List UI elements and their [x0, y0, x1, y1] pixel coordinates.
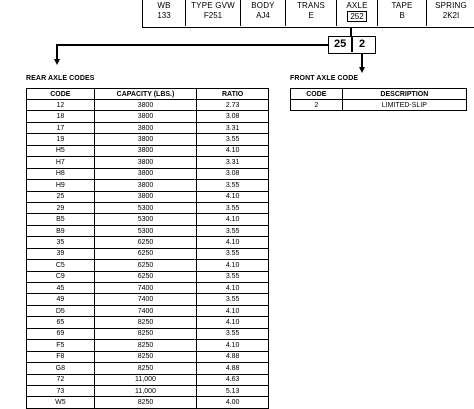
label-value: B	[399, 11, 405, 20]
table-row	[27, 397, 269, 408]
table-cell: 8250	[94, 397, 197, 408]
label-cell-wb	[143, 0, 185, 26]
table-row	[27, 271, 269, 282]
table-cell: 69	[27, 328, 95, 339]
table-cell: 19	[27, 134, 95, 145]
table-cell: 5300	[94, 202, 197, 213]
table-cell: H7	[27, 157, 95, 168]
table-row	[27, 294, 269, 305]
table-row	[27, 111, 269, 122]
table-cell: 3800	[94, 134, 197, 145]
table-cell: 17	[27, 122, 95, 133]
arrow-down-icon	[359, 67, 365, 73]
table-cell: 4.10	[197, 305, 269, 316]
table-cell: H8	[27, 168, 95, 179]
column-header: DESCRIPTION	[342, 89, 466, 100]
vehicle-label-strip	[142, 0, 474, 28]
rear-axle-title: REAR AXLE CODES	[26, 75, 95, 82]
label-cell-body	[241, 0, 285, 26]
table-cell: 4.10	[197, 191, 269, 202]
connector-line	[361, 54, 363, 68]
table-cell: 4.10	[197, 260, 269, 271]
table-cell: 25	[27, 191, 95, 202]
table-cell: 8250	[94, 351, 197, 362]
table-row	[27, 100, 269, 111]
table-cell: 3800	[94, 191, 197, 202]
table-cell: 3.55	[197, 134, 269, 145]
table-cell: 4.10	[197, 214, 269, 225]
column-header: CODE	[291, 89, 343, 100]
label-header: SPRING	[435, 1, 467, 10]
table-cell: 4.10	[197, 317, 269, 328]
label-value: AJ4	[256, 11, 270, 20]
rear-axle-callout-code: 25	[334, 38, 347, 50]
table-cell: 12	[27, 100, 95, 111]
table-row	[27, 283, 269, 294]
table-cell: 7400	[94, 305, 197, 316]
label-cell-trans	[286, 0, 336, 26]
table-cell: 29	[27, 202, 95, 213]
table-cell: 3800	[94, 168, 197, 179]
table-cell: 8250	[94, 328, 197, 339]
table-cell: 2.73	[197, 100, 269, 111]
table-row	[27, 385, 269, 396]
table-cell: F5	[27, 340, 95, 351]
table-cell: LIMITED-SLIP	[342, 100, 466, 111]
table-cell: C5	[27, 260, 95, 271]
table-row	[27, 340, 269, 351]
label-value: E	[308, 11, 314, 20]
table-cell: 11,000	[94, 385, 197, 396]
table-cell: 73	[27, 385, 95, 396]
table-cell: 6250	[94, 248, 197, 259]
connector-line	[56, 44, 328, 46]
connector-line	[56, 44, 58, 60]
table-row	[27, 202, 269, 213]
axle-code-callout	[328, 36, 376, 54]
table-cell: 7400	[94, 283, 197, 294]
label-header: TRANS	[296, 1, 326, 10]
table-header-row	[27, 89, 269, 100]
table-cell: 3.08	[197, 111, 269, 122]
table-cell: 3.31	[197, 122, 269, 133]
table-cell: 45	[27, 283, 95, 294]
table-cell: 3.31	[197, 157, 269, 168]
label-value: 133	[157, 11, 171, 20]
table-cell: 5300	[94, 225, 197, 236]
divider	[351, 37, 353, 52]
table-row	[27, 134, 269, 145]
table-cell: 8250	[94, 317, 197, 328]
table-row	[27, 157, 269, 168]
table-cell: 11,000	[94, 374, 197, 385]
column-header: RATIO	[197, 89, 269, 100]
table-cell: 4.10	[197, 145, 269, 156]
table-cell: 8250	[94, 340, 197, 351]
table-cell: 5.13	[197, 385, 269, 396]
table-cell: 4.63	[197, 374, 269, 385]
table-cell: 3.55	[197, 248, 269, 259]
table-cell: 3800	[94, 180, 197, 191]
label-cell-spring	[427, 0, 474, 26]
table-cell: 49	[27, 294, 95, 305]
table-cell: 4.10	[197, 340, 269, 351]
table-row	[27, 317, 269, 328]
table-cell: 7400	[94, 294, 197, 305]
front-axle-callout-code: 2	[359, 38, 366, 50]
label-cell-tape	[378, 0, 426, 26]
table-cell: 4.88	[197, 351, 269, 362]
table-cell: 3.55	[197, 271, 269, 282]
table-cell: 3.55	[197, 328, 269, 339]
table-cell: 2	[291, 100, 343, 111]
label-header: BODY	[251, 1, 275, 10]
front-axle-table	[290, 88, 467, 111]
table-cell: 6250	[94, 271, 197, 282]
table-row	[27, 363, 269, 374]
table-cell: C9	[27, 271, 95, 282]
table-row	[27, 305, 269, 316]
label-header: TAPE	[391, 1, 413, 10]
connector-line	[350, 28, 352, 36]
table-cell: F8	[27, 351, 95, 362]
table-row	[27, 225, 269, 236]
table-cell: W5	[27, 397, 95, 408]
column-header: CAPACITY (LBS.)	[94, 89, 197, 100]
label-cell-type-gvw	[186, 0, 240, 26]
table-cell: 39	[27, 248, 95, 259]
table-cell: H5	[27, 145, 95, 156]
table-cell: 3800	[94, 122, 197, 133]
table-cell: 3800	[94, 157, 197, 168]
table-cell: 3800	[94, 100, 197, 111]
table-row	[27, 237, 269, 248]
table-cell: D5	[27, 305, 95, 316]
table-cell: 72	[27, 374, 95, 385]
axle-code-box: 252	[347, 11, 366, 22]
rear-axle-table	[26, 88, 269, 409]
column-header: CODE	[27, 89, 95, 100]
table-row	[27, 214, 269, 225]
table-cell: 35	[27, 237, 95, 248]
label-header: WB	[157, 1, 171, 10]
table-cell: 18	[27, 111, 95, 122]
label-value: 2K2I	[442, 11, 460, 20]
table-cell: 65	[27, 317, 95, 328]
table-cell: 4.00	[197, 397, 269, 408]
table-header-row	[291, 89, 467, 100]
table-cell: 5300	[94, 214, 197, 225]
table-row	[27, 351, 269, 362]
table-cell: 3.08	[197, 168, 269, 179]
table-cell: B9	[27, 225, 95, 236]
table-row	[291, 100, 467, 111]
arrow-down-icon	[54, 59, 60, 65]
table-cell: 3.55	[197, 225, 269, 236]
table-cell: 3800	[94, 111, 197, 122]
front-axle-title: FRONT AXLE CODE	[290, 75, 359, 82]
label-header: TYPE GVW	[191, 1, 235, 10]
table-row	[27, 248, 269, 259]
label-header: AXLE	[346, 1, 368, 10]
table-cell: 6250	[94, 260, 197, 271]
table-cell: H9	[27, 180, 95, 191]
label-value: F251	[203, 11, 223, 20]
table-cell: 3.55	[197, 180, 269, 191]
table-cell: 4.88	[197, 363, 269, 374]
table-row	[27, 122, 269, 133]
table-row	[27, 168, 269, 179]
table-cell: 4.10	[197, 237, 269, 248]
table-cell: 3800	[94, 145, 197, 156]
table-cell: B5	[27, 214, 95, 225]
table-cell: 3.55	[197, 294, 269, 305]
table-row	[27, 180, 269, 191]
table-row	[27, 191, 269, 202]
table-cell: 8250	[94, 363, 197, 374]
table-row	[27, 145, 269, 156]
table-row	[27, 328, 269, 339]
table-row	[27, 374, 269, 385]
table-cell: G8	[27, 363, 95, 374]
table-cell: 4.10	[197, 283, 269, 294]
table-cell: 3.55	[197, 202, 269, 213]
table-row	[27, 260, 269, 271]
table-cell: 6250	[94, 237, 197, 248]
label-cell-axle	[337, 0, 377, 26]
